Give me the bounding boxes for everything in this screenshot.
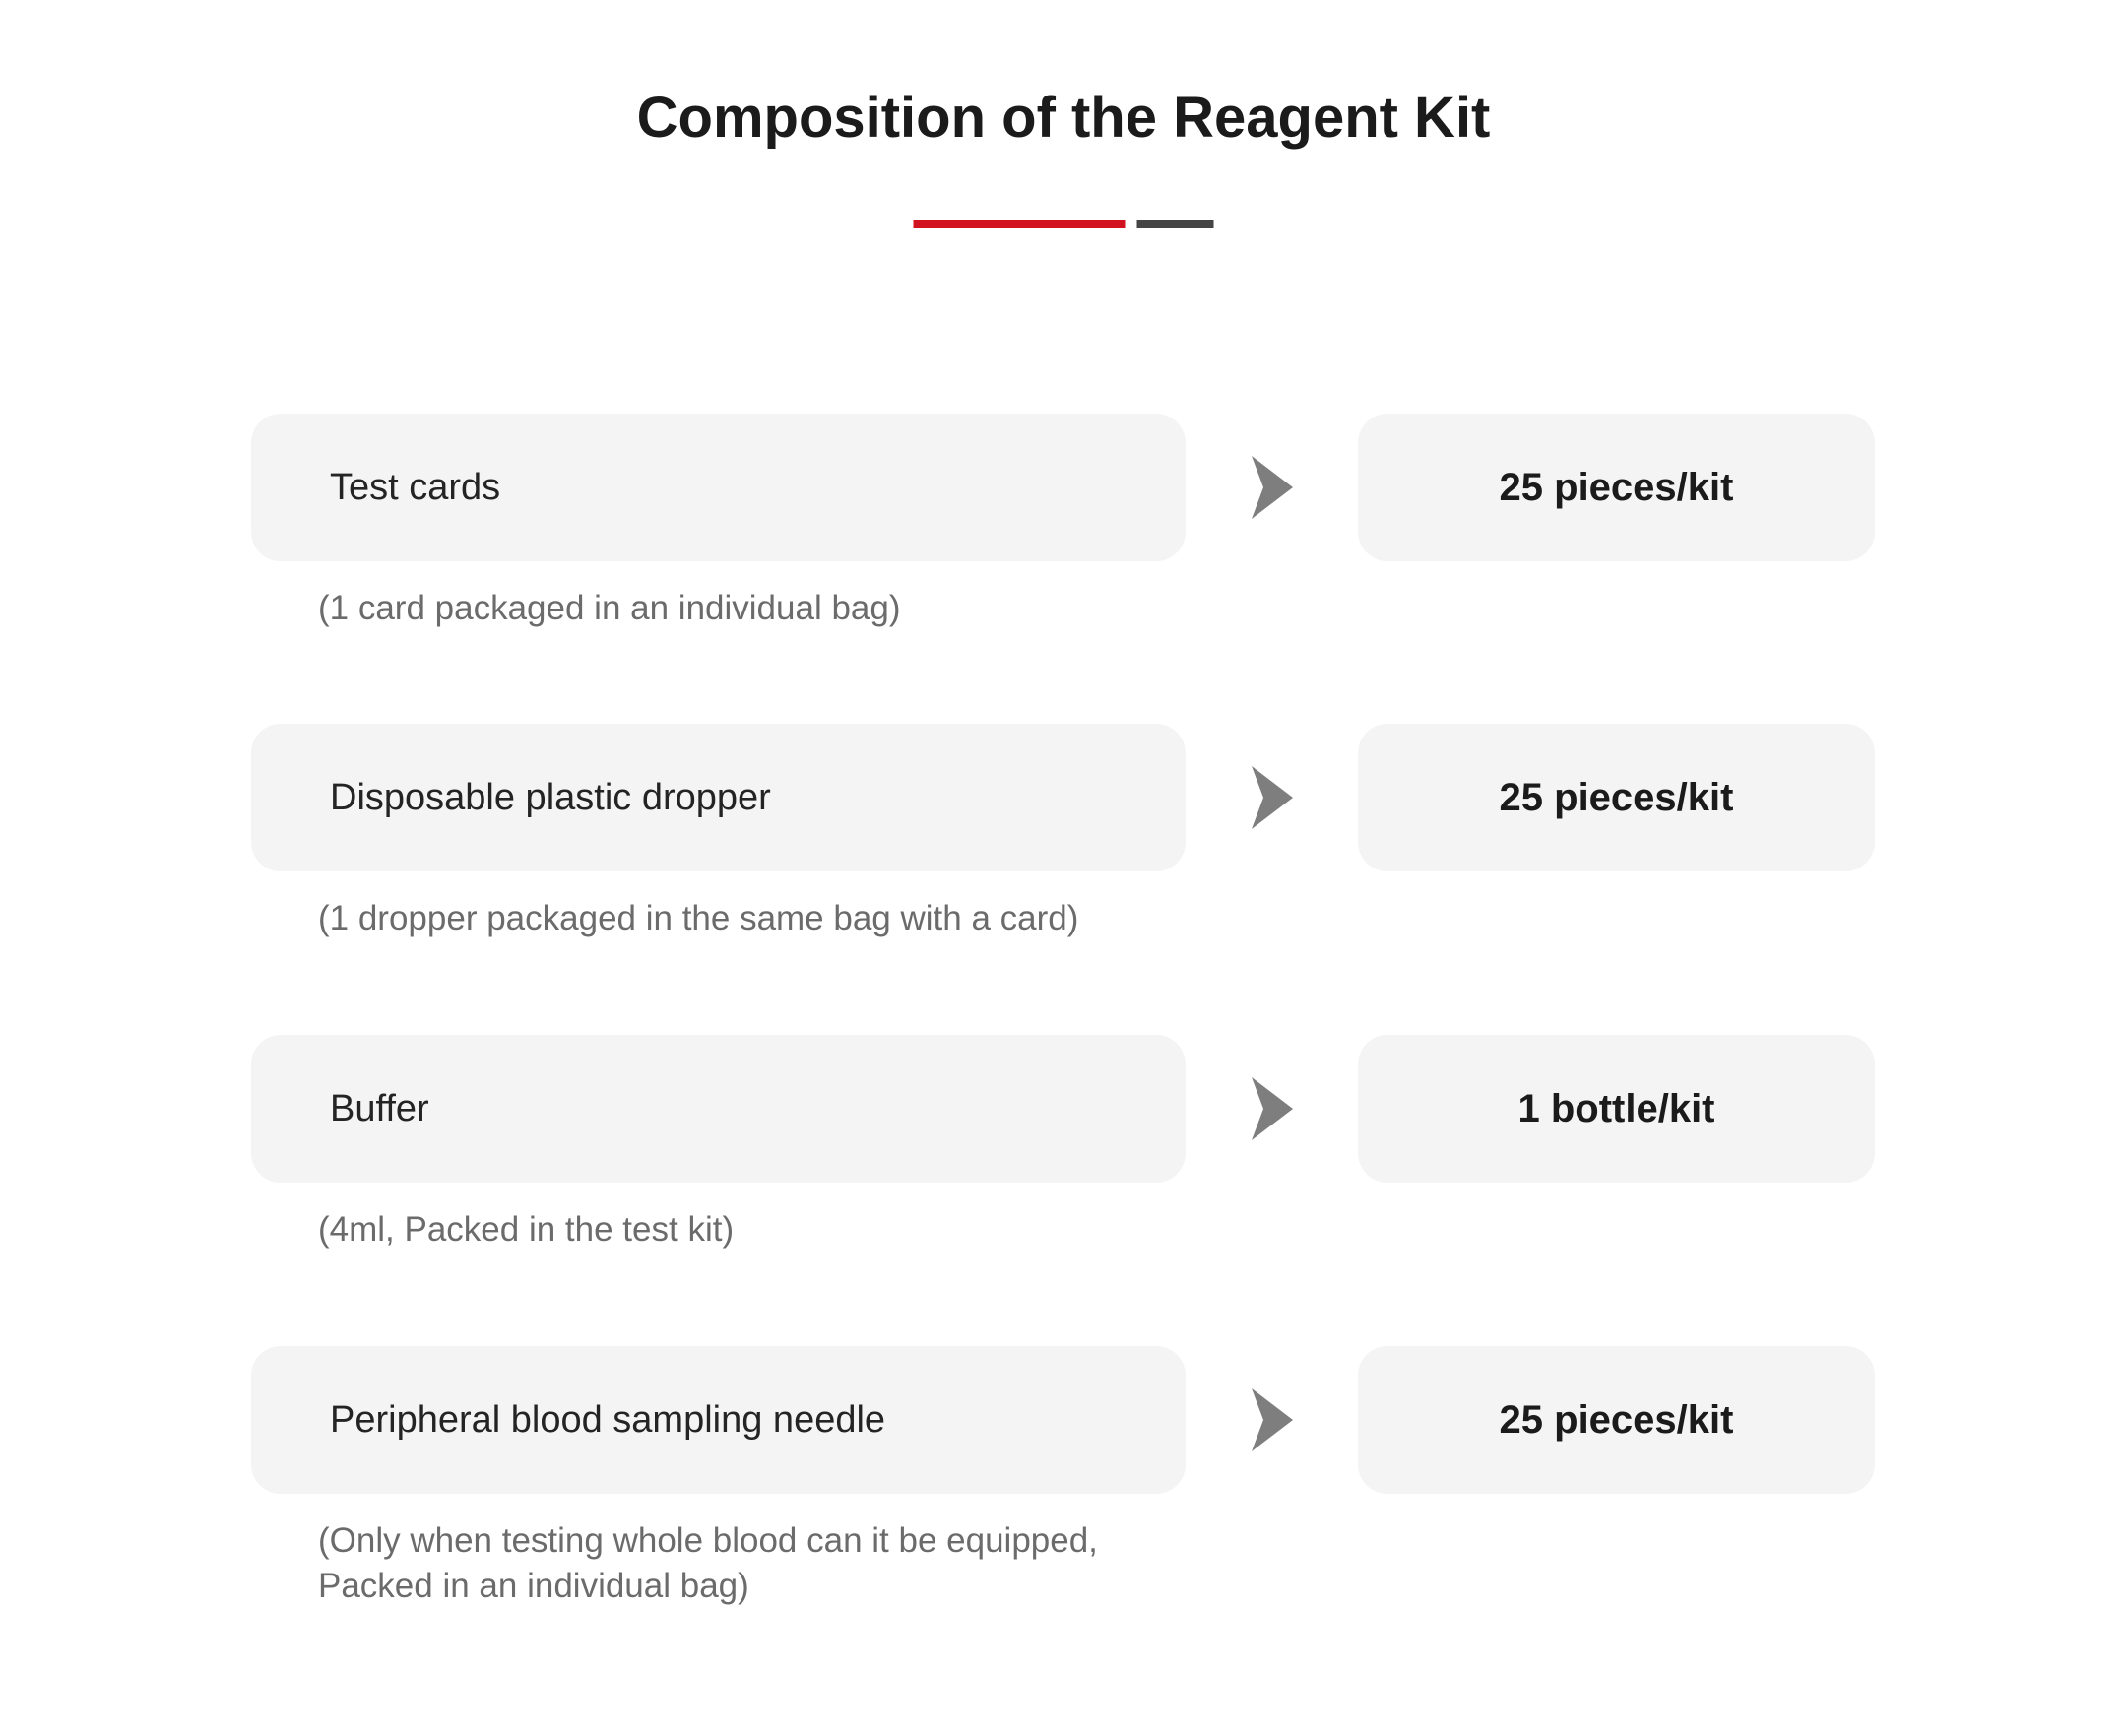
quantity-label: 25 pieces/kit (1499, 1397, 1734, 1442)
chevron-right-icon (1252, 1077, 1293, 1140)
chevron-right-icon (1252, 456, 1293, 519)
quantity-card (1358, 724, 1875, 871)
item-name-card (251, 1346, 1186, 1494)
divider-red-bar (914, 220, 1126, 228)
item-note (318, 1207, 734, 1253)
item-name-card (251, 724, 1186, 871)
chevron-right-icon (1252, 766, 1293, 829)
item-name-label: Buffer (330, 1087, 429, 1129)
kit-item-row-needle (0, 1346, 2127, 1656)
kit-item-row-test-cards (0, 414, 2127, 724)
quantity-label: 25 pieces/kit (1499, 775, 1734, 819)
divider-dark-bar (1137, 220, 1214, 228)
chevron-right-icon (1252, 1388, 1293, 1451)
item-note (318, 586, 901, 631)
kit-item-row-dropper (0, 724, 2127, 1034)
item-note-line: (4ml, Packed in the test kit) (318, 1210, 735, 1249)
item-name-label: Peripheral blood sampling needle (330, 1398, 886, 1441)
item-note (318, 1518, 1098, 1609)
item-name-card (251, 1035, 1186, 1183)
item-name-label: Disposable plastic dropper (330, 776, 771, 818)
quantity-card (1358, 414, 1875, 561)
quantity-card (1358, 1346, 1875, 1494)
title-divider (914, 220, 1214, 228)
quantity-label: 1 bottle/kit (1517, 1086, 1715, 1130)
item-note-line: (Only when testing whole blood can it be equipped, (318, 1521, 1098, 1560)
quantity-card (1358, 1035, 1875, 1183)
item-note-line: (1 dropper packaged in the same bag with a card) (318, 899, 1079, 937)
kit-item-row-buffer (0, 1035, 2127, 1345)
item-note-line: Packed in an individual bag) (318, 1567, 749, 1605)
page-title: Composition of the Reagent Kit (636, 86, 1491, 150)
item-name-label: Test cards (330, 466, 501, 508)
item-note (318, 896, 1078, 941)
item-note-line: (1 card packaged in an individual bag) (318, 589, 901, 627)
quantity-label: 25 pieces/kit (1499, 465, 1734, 509)
item-name-card (251, 414, 1186, 561)
